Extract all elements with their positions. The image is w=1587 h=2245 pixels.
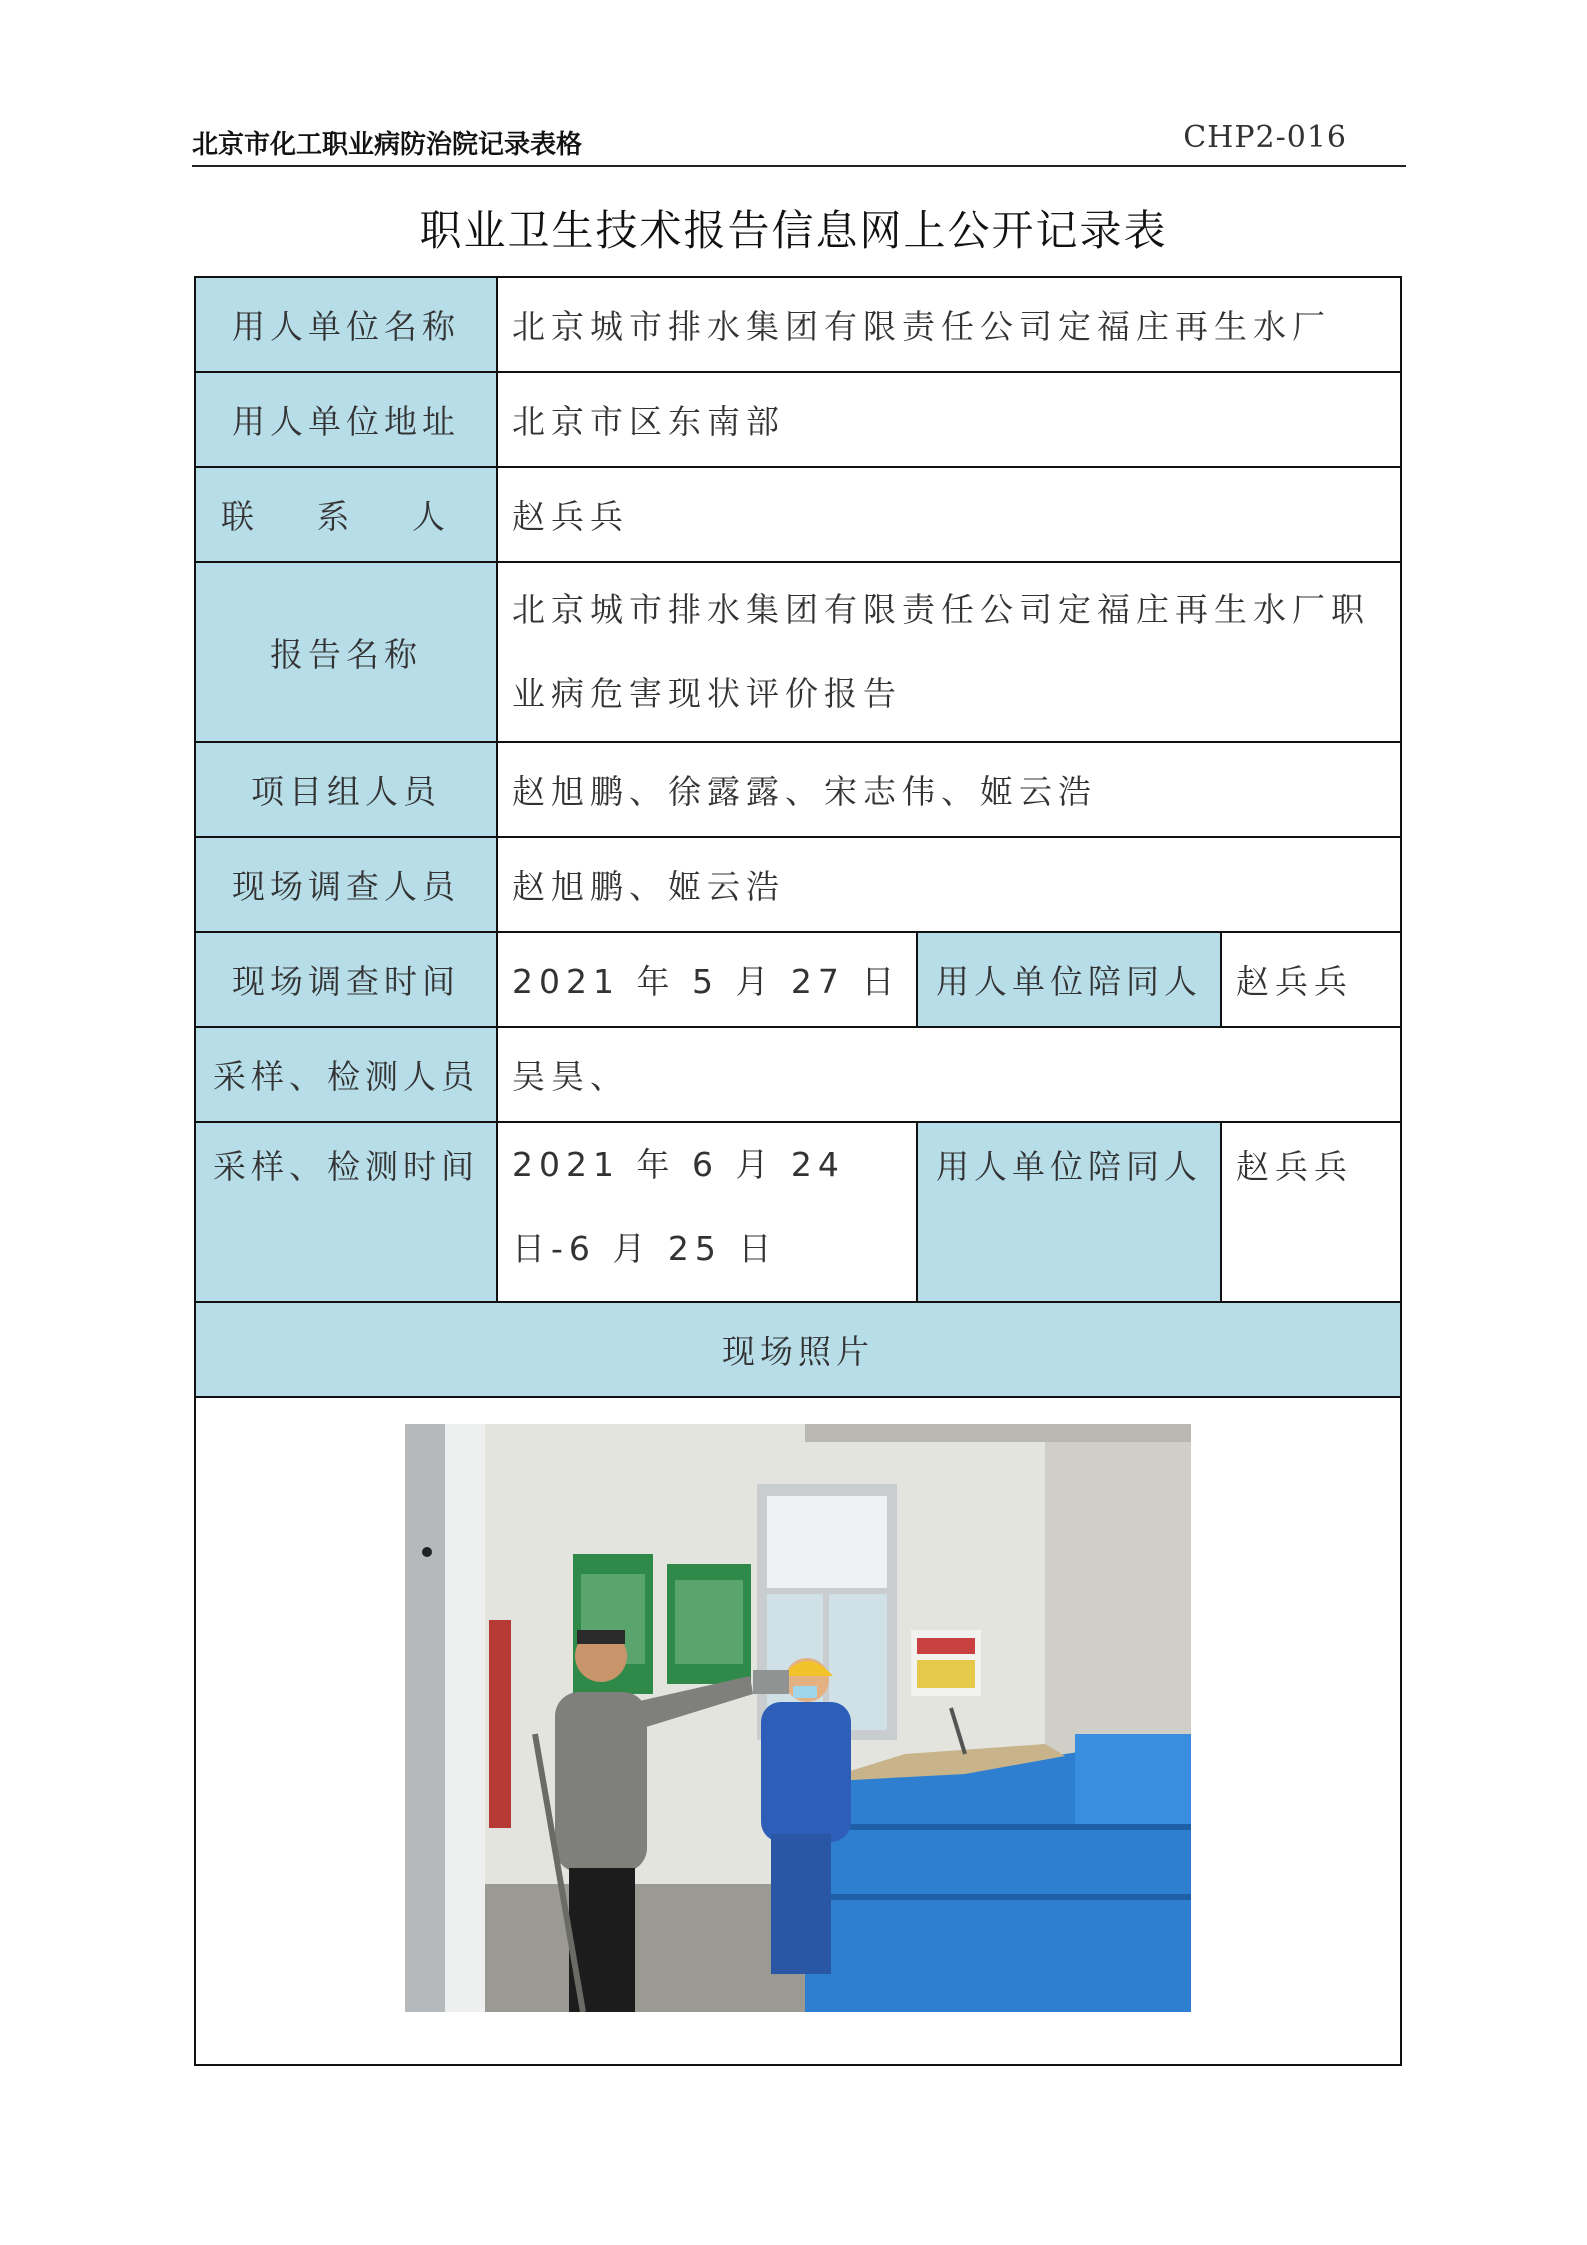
page-title: 职业卫生技术报告信息网上公开记录表 xyxy=(419,206,1168,255)
survey-time-value: 2021 年 5 月 27 日 xyxy=(497,932,917,1027)
row-photo-header xyxy=(195,1302,1401,1397)
header-divider xyxy=(192,165,1406,167)
report-name-label: 报告名称 xyxy=(195,562,497,742)
project-members-label: 项目组人员 xyxy=(195,742,497,837)
org-header-title: 北京市化工职业病防治院记录表格 xyxy=(192,130,583,160)
row-survey-time xyxy=(195,932,1401,1027)
survey-staff-label: 现场调查人员 xyxy=(195,837,497,932)
photo-section-label: 现场照片 xyxy=(195,1302,1401,1397)
row-sampling-time xyxy=(195,1122,1401,1302)
row-project-members xyxy=(195,742,1401,837)
contact-value: 赵兵兵 xyxy=(497,467,1401,562)
employer-name-value: 北京城市排水集团有限责任公司定福庄再生水厂 xyxy=(497,277,1401,372)
survey-staff-value: 赵旭鹏、姬云浩 xyxy=(497,837,1401,932)
sampling-escort-label: 用人单位陪同人 xyxy=(917,1122,1221,1302)
sampling-staff-label: 采样、检测人员 xyxy=(195,1027,497,1122)
row-contact xyxy=(195,467,1401,562)
survey-escort-value: 赵兵兵 xyxy=(1221,932,1401,1027)
row-sampling-staff xyxy=(195,1027,1401,1122)
sampling-time-value: 2021 年 6 月 24 日-6 月 25 日 xyxy=(497,1122,917,1302)
row-employer-address xyxy=(195,372,1401,467)
row-employer-name xyxy=(195,277,1401,372)
record-table xyxy=(194,276,1402,2066)
survey-time-label: 现场调查时间 xyxy=(195,932,497,1027)
employer-name-label: 用人单位名称 xyxy=(195,277,497,372)
row-photo xyxy=(195,1397,1401,2065)
sampling-escort-value: 赵兵兵 xyxy=(1221,1122,1401,1302)
form-code: CHP2-016 xyxy=(1183,120,1347,155)
row-survey-staff xyxy=(195,837,1401,932)
report-name-value: 北京城市排水集团有限责任公司定福庄再生水厂职业病危害现状评价报告 xyxy=(497,562,1401,742)
employer-address-value: 北京市区东南部 xyxy=(497,372,1401,467)
sampling-time-label: 采样、检测时间 xyxy=(195,1122,497,1302)
employer-address-label: 用人单位地址 xyxy=(195,372,497,467)
project-members-value: 赵旭鹏、徐露露、宋志伟、姬云浩 xyxy=(497,742,1401,837)
site-photo xyxy=(405,1424,1191,2012)
row-report-name xyxy=(195,562,1401,742)
survey-escort-label: 用人单位陪同人 xyxy=(917,932,1221,1027)
sampling-staff-value: 吴昊、 xyxy=(497,1027,1401,1122)
contact-label: 联 系 人 xyxy=(195,467,497,562)
